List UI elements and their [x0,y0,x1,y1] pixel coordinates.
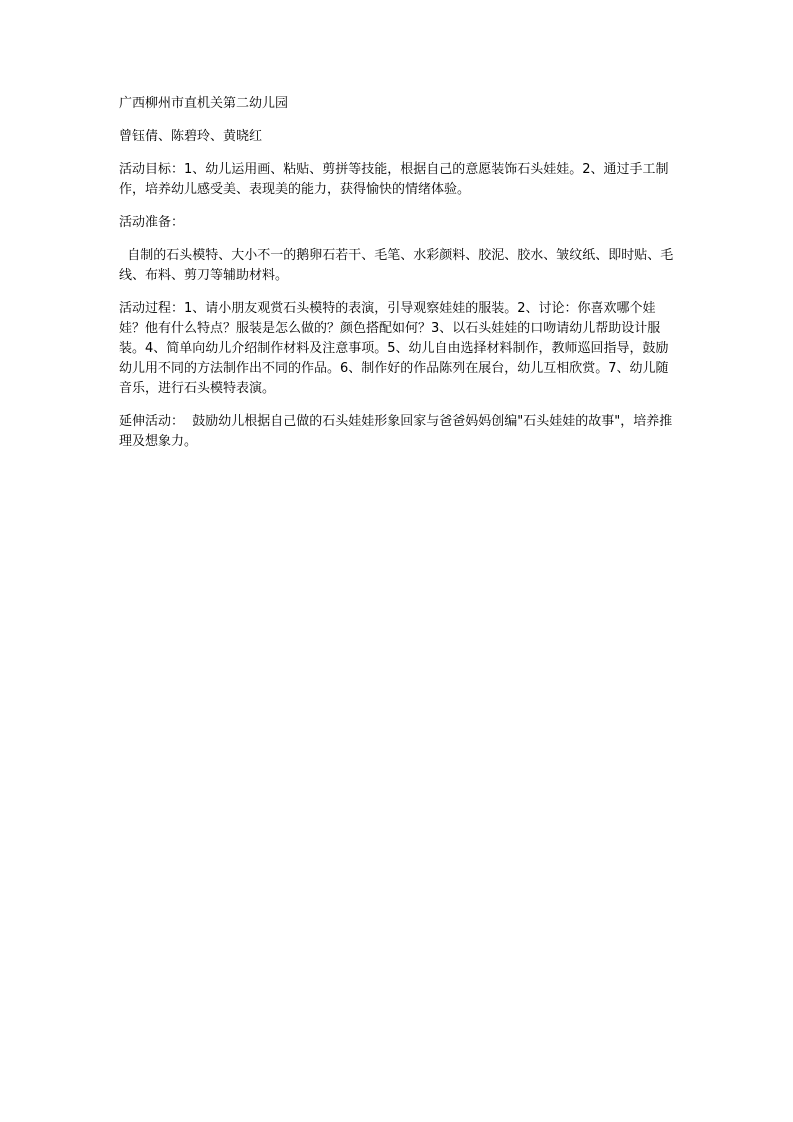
activity-goals: 活动目标：1、幼儿运用画、粘贴、剪拼等技能，根据自己的意愿装饰石头娃娃。2、通过手工制作，培养幼儿感受美、表现美的能力，获得愉快的情绪体验。 [119,162,669,197]
activity-process: 活动过程：1、请小朋友观赏石头模特的表演，引导观察娃娃的服装。2、讨论：你喜欢哪个娃娃？他有什么特点？服装是怎么做的？颜色搭配如何？3、以石头娃娃的口吻请幼儿帮助设计服装。4、简单向幼儿介绍制作材料及注意事项。5、幼儿自由选择材料制作，教师巡回指导，鼓励幼儿用不同的方法制作出不同的作品。6、制作好的作品陈列在展台，幼儿互相欣赏。7、幼儿随音乐，进行石头模特表演。 [119,301,669,396]
preparation-heading: 活动准备： [119,215,185,230]
extension-activity: 延伸活动： 鼓励幼儿根据自己做的石头娃娃形象回家与爸爸妈妈创编"石头娃娃的故事"，培养推理及想象力。 [119,414,673,449]
school-name: 广西柳州市直机关第二幼儿园 [119,96,289,111]
authors: 曾钰倩、陈碧玲、黄晓红 [119,129,263,144]
document-page [119,94,679,465]
preparation-body: 自制的石头模特、大小不一的鹅卵石若干、毛笔、水彩颜料、胶泥、胶水、皱纹纸、即时贴、毛线、布料、剪刀等辅助材料。 [119,248,674,283]
